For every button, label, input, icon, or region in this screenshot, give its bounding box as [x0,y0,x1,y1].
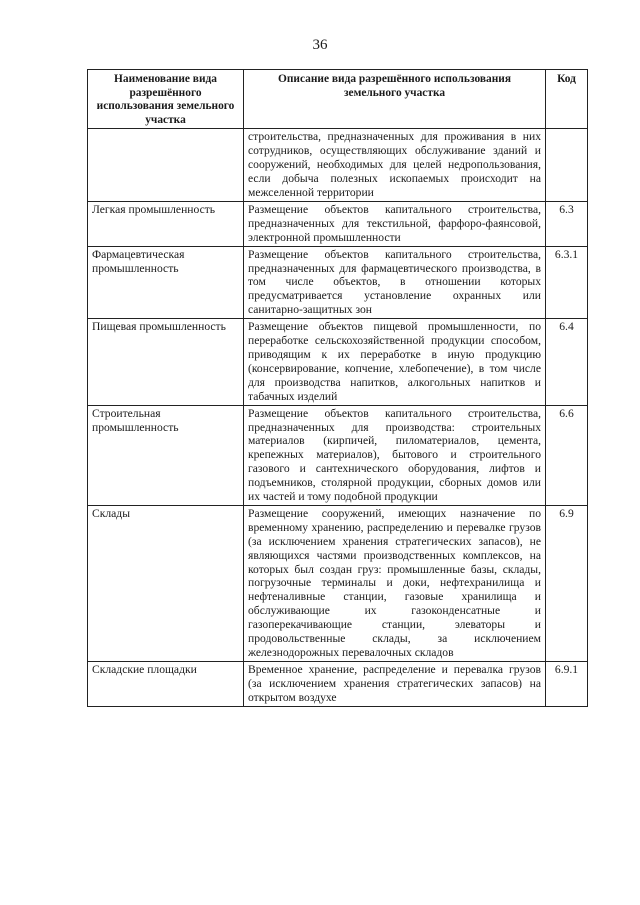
table-row [88,201,588,246]
table-header-row [88,70,588,129]
row-description: Размещение объектов капитального строительства, предназначенных для производства: строительных материалов (кирпичей, пиломатериалов, цемента, крепежных материалов), бытового и строительного газового и сантехнического оборудования, лифтов и подъемников, столярной продукции, сборных домов или их частей и тому подобной продукции [244,405,546,505]
row-code: 6.4 [546,319,588,405]
row-name: Пищевая промышленность [88,319,244,405]
row-description: Размещение объектов капитального строительства, предназначенных для текстильной, фарфоро-фаянсовой, электронной промышленности [244,201,546,246]
row-code [546,129,588,202]
row-description: строительства, предназначенных для проживания в них сотрудников, осуществляющих обслуживание зданий и сооружений, необходимых для целей недропользования, если добыча полезных ископаемых происходит на межселенной территории [244,129,546,202]
row-name: Склады [88,505,244,661]
row-code: 6.3 [546,201,588,246]
row-name: Складские площадки [88,661,244,706]
row-code: 6.6 [546,405,588,505]
row-name [88,129,244,202]
table-row [88,246,588,319]
row-description: Размещение объектов пищевой промышленности, по переработке сельскохозяйственной продукции способом, приводящим к их переработке в иную продукцию (консервирование, копчение, хлебопечение), в том числе для производства напитков, алкогольных напитков и табачных изделий [244,319,546,405]
table-row [88,129,588,202]
row-code: 6.3.1 [546,246,588,319]
page-number: 36 [312,37,328,53]
row-code: 6.9 [546,505,588,661]
row-name: Строительная промышленность [88,405,244,505]
row-description: Размещение сооружений, имеющих назначение по временному хранению, распределению и перевалке грузов (за исключением хранения стратегических запасов), не являющихся частями производственных комплексов, на которых был создан груз: промышленные базы, склады, погрузочные терминалы и доки, нефтехранилища и нефтеналивные станции, газовые хранилища и обслуживающие их газоконденсатные и газоперекачивающие станции, элеваторы и продовольственные склады, за исключением железнодорожных перевалочных складов [244,505,546,661]
row-code: 6.9.1 [546,661,588,706]
header-code: Код [546,70,588,129]
land-use-table [87,69,588,707]
row-description: Размещение объектов капитального строительства, предназначенных для фармацевтического производства, в том числе объектов, в отношении которых предусматривается установление охранных или санитарно-защитных зон [244,246,546,319]
table-row [88,661,588,706]
table-row [88,405,588,505]
table-row [88,505,588,661]
table-row [88,319,588,405]
header-description: Описание вида разрешённого использования земельного участка [244,70,546,129]
row-description: Временное хранение, распределение и перевалка грузов (за исключением хранения стратегических запасов) на открытом воздухе [244,661,546,706]
row-name: Фармацевтическая промышленность [88,246,244,319]
header-name: Наименование вида разрешённого использования земельного участка [88,70,244,129]
row-name: Легкая промышленность [88,201,244,246]
